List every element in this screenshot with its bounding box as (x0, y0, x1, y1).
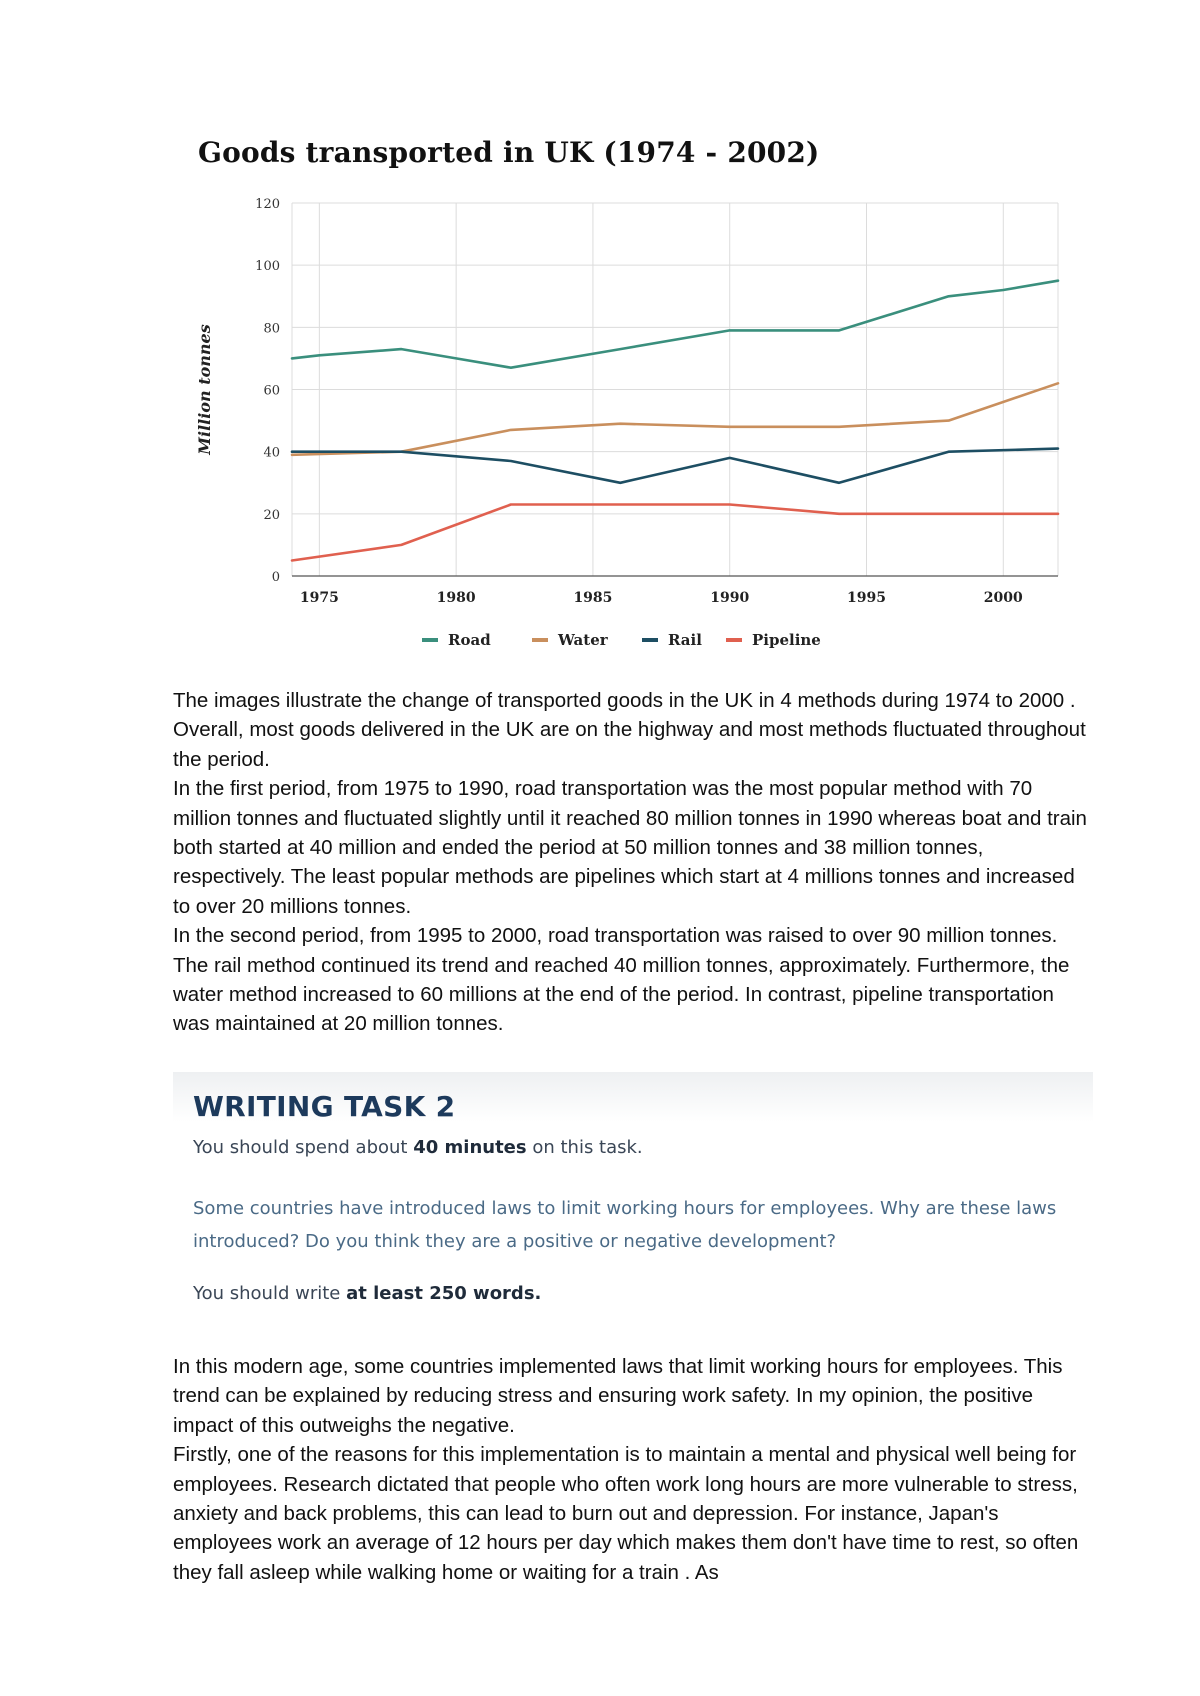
time-bold: 40 minutes (413, 1137, 527, 1158)
y-tick-label: 20 (263, 507, 280, 523)
x-tick-label: 1980 (436, 590, 476, 606)
x-tick-label: 2000 (983, 590, 1023, 606)
x-tick-label: 1975 (299, 590, 339, 606)
line-chart (190, 128, 1090, 668)
y-tick-label: 80 (263, 321, 280, 337)
y-tick-label: 60 (263, 383, 280, 399)
series-line-pipeline (292, 505, 1058, 561)
y-tick-label: 0 (271, 570, 280, 585)
series-line-water (292, 383, 1058, 455)
chart-title: Goods transported in UK (1974 - 2002) (198, 136, 820, 169)
y-tick-label: 100 (255, 259, 280, 275)
essay1-paragraph-3: In the second period, from 1995 to 2000, road transportation was raised to over 90 million tonnes. The rail method continued its trend and reached 40 million tonnes, approximately. Furthermore, the water method increased to 60 millions at the end of the period. In contrast, pipeline transportation was maintained at 20 million tonnes. (173, 924, 1070, 1036)
word-instruction (193, 1278, 541, 1310)
words-prefix: You should write (193, 1283, 347, 1304)
y-tick-label: 40 (263, 445, 280, 461)
legend-label-pipeline: Pipeline (752, 631, 821, 649)
words-bold: at least 250 words. (346, 1283, 542, 1304)
y-tick-label: 120 (255, 197, 280, 212)
x-tick-label: 1995 (847, 590, 886, 606)
essay2-paragraph-2: Firstly, one of the reasons for this implementation is to maintain a mental and physical well being for employees. Research dictated that people who often work long hours are more vulnerable to stress, anxiety and back problems, this can lead to burn out and depression. For instance, Japan's employees work an average of 12 hours per day which makes them don't have time to rest, so often they fall asleep while walking home or waiting for a train . As (173, 1443, 1079, 1584)
series-line-rail (292, 449, 1058, 483)
essay-task-2 (173, 1352, 1093, 1587)
task-question: Some countries have introduced laws to limit working hours for employees. Why are these laws introduced? Do you think they are a positive or negative development? (193, 1198, 1057, 1252)
legend-label-rail: Rail (668, 631, 702, 649)
legend-label-water: Water (558, 631, 608, 649)
essay1-paragraph-1: The images illustrate the change of transported goods in the UK in 4 methods during 1974 to 2000 . Overall, most goods delivered in the UK are on the highway and most methods fluctuated throughout the period. (173, 689, 1086, 771)
writing-task-2-panel (173, 1072, 1093, 1312)
x-tick-label: 1985 (573, 590, 613, 606)
time-suffix: on this task. (526, 1137, 643, 1158)
essay1-paragraph-2: In the first period, from 1975 to 1990, road transportation was the most popular method with 70 million tonnes and fluctuated slightly until it reached 80 million tonnes in 1990 whereas boat and train both started at 40 million and ended the period at 50 million tonnes and 38 million tonnes, respectively. The least popular methods are pipelines which start at 4 millions tonnes and increased to over 20 millions tonnes. (173, 777, 1087, 918)
time-instruction (193, 1132, 643, 1164)
essay-task-1 (173, 686, 1093, 1039)
x-tick-label: 1990 (710, 590, 750, 606)
legend-label-road: Road (448, 631, 491, 649)
chart-svg (190, 128, 1090, 668)
essay2-paragraph-1: In this modern age, some countries implemented laws that limit working hours for employees. This trend can be explained by reducing stress and ensuring work safety. In my opinion, the positive impact of this outweighs the negative. (173, 1355, 1063, 1437)
task-title: WRITING TASK 2 (193, 1090, 456, 1123)
y-axis-label: Million tonnes (195, 324, 214, 455)
time-prefix: You should spend about (193, 1137, 414, 1158)
series-line-road (292, 281, 1058, 368)
